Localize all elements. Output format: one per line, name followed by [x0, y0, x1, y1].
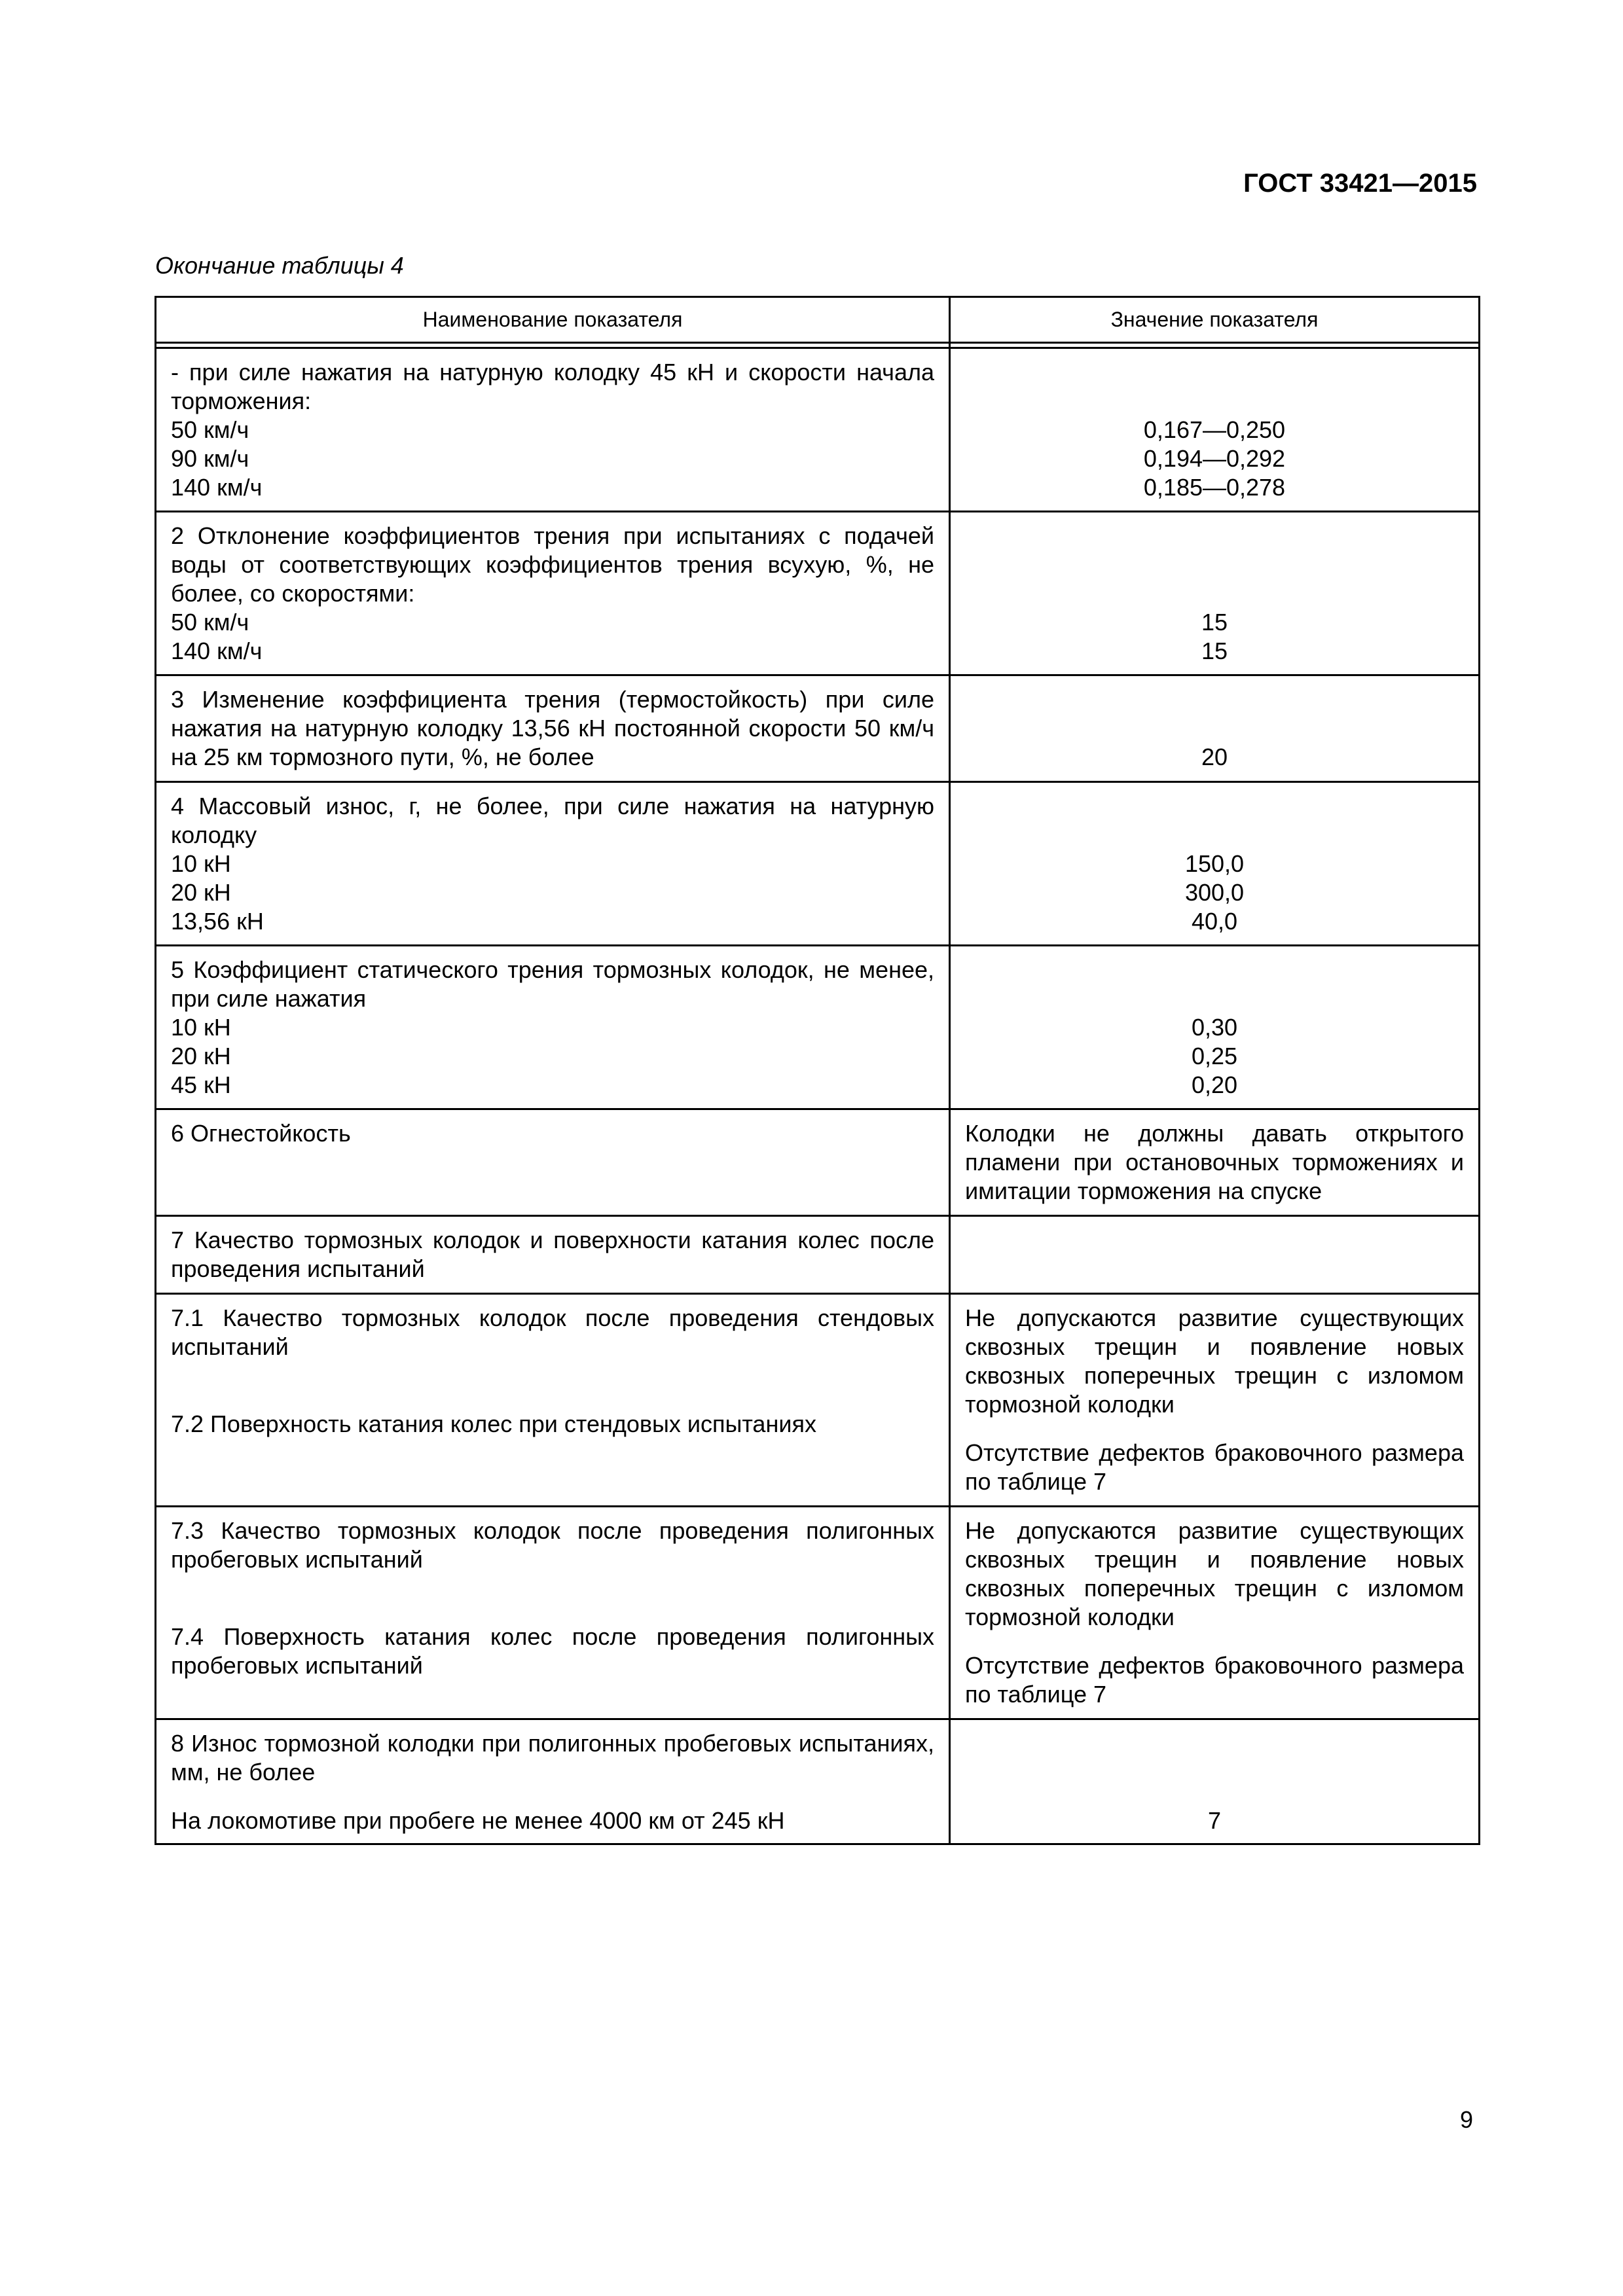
speed-label: 140 км/ч — [171, 637, 263, 664]
table-caption: Окончание таблицы 4 — [155, 252, 404, 279]
speed-label: 140 км/ч — [171, 474, 263, 501]
speed-label: 90 км/ч — [171, 445, 249, 472]
row-text: 7.1 Качество тормозных колодок после проведения стендовых испытаний — [171, 1304, 934, 1360]
force-label: 10 кН — [171, 850, 231, 877]
page-number: 9 — [1459, 2106, 1473, 2133]
row-intro: 2 Отклонение коэффициентов трения при испытаниях с подачей воды от соответствующих коэффициентов трения всухую, %, не более, со скоростями: — [171, 522, 934, 607]
force-label: 13,56 кН — [171, 908, 264, 935]
row-value-cell — [950, 782, 1480, 946]
value-text: Колодки не должны давать открытого пламени при остановочных торможениях и имитации торможения на спуске — [965, 1120, 1464, 1204]
value: 0,194—0,292 — [1143, 445, 1286, 472]
row-value-cell — [950, 1719, 1480, 1844]
row-value-cell — [950, 1216, 1480, 1294]
value: 300,0 — [1184, 879, 1245, 906]
row-indicator-cell — [156, 1719, 950, 1844]
row-indicator-cell — [156, 1216, 950, 1294]
row-indicator-cell — [156, 1109, 950, 1216]
table-row — [156, 512, 1480, 675]
speed-label: 50 км/ч — [171, 416, 249, 443]
table-row — [156, 782, 1480, 946]
row-indicator-cell — [156, 1294, 950, 1507]
row-intro: 5 Коэффициент статического трения тормозных колодок, не менее, при силе нажатия — [171, 956, 934, 1012]
row-intro: 8 Износ тормозной колодки при полигонных пробеговых испытаниях, мм, не более — [171, 1730, 934, 1785]
value-subtext: Отсутствие дефектов браковочного размера по таблице 7 — [965, 1652, 1464, 1708]
value: 7 — [1207, 1807, 1222, 1834]
row-intro: - при силе нажатия на натурную колодку 45 кН и скорости начала торможения: — [171, 359, 934, 414]
row-text: 7 Качество тормозных колодок и поверхности катания колес после проведения испытаний — [171, 1227, 934, 1282]
table-row — [156, 675, 1480, 782]
table-row — [156, 1507, 1480, 1719]
row-value-cell — [950, 946, 1480, 1109]
row-text: 7.3 Качество тормозных колодок после проведения полигонных пробеговых испытаний — [171, 1517, 934, 1573]
table-row — [156, 348, 1480, 512]
row-intro: 4 Массовый износ, г, не более, при силе нажатия на натурную колодку — [171, 793, 934, 848]
row-subtext: 7.2 Поверхность катания колес при стендовых испытаниях — [171, 1410, 816, 1437]
header-separator — [156, 343, 1480, 348]
row-indicator-cell — [156, 782, 950, 946]
value: 0,20 — [1191, 1071, 1238, 1098]
force-label: 20 кН — [171, 1043, 231, 1069]
speed-label: 50 км/ч — [171, 609, 249, 636]
row-indicator-cell — [156, 348, 950, 512]
table-row — [156, 1109, 1480, 1216]
row-indicator-cell — [156, 1507, 950, 1719]
value: 20 — [1201, 744, 1228, 770]
table-row — [156, 1216, 1480, 1294]
value-text: Не допускаются развитие существующих сквозных трещин и появление новых сквозных поперечных трещин с изломом тормозной колодки — [965, 1517, 1464, 1630]
value: 40,0 — [1191, 908, 1238, 935]
header-indicator-name: Наименование показателя — [156, 297, 950, 343]
row-value-cell — [950, 1294, 1480, 1507]
row-value-cell — [950, 1507, 1480, 1719]
row-indicator-cell — [156, 512, 950, 675]
force-label: 45 кН — [171, 1071, 231, 1098]
row-indicator-cell — [156, 675, 950, 782]
indicators-table — [155, 296, 1480, 1845]
value: 15 — [1201, 637, 1228, 664]
row-subtext: 7.4 Поверхность катания колес после проведения полигонных пробеговых испытаний — [171, 1623, 934, 1679]
row-value-cell — [950, 348, 1480, 512]
value: 0,167—0,250 — [1143, 416, 1286, 443]
row-text: 3 Изменение коэффициента трения (термостойкость) при силе нажатия на натурную колодку 13,56 кН постоянной скорости 50 км/ч на 25 км тормозного пути, %, не более — [171, 686, 934, 770]
value: 15 — [1201, 609, 1228, 636]
row-value-cell — [950, 512, 1480, 675]
row-value-cell — [950, 1109, 1480, 1216]
row-value-cell — [950, 675, 1480, 782]
force-label: 20 кН — [171, 879, 231, 906]
table-header-row — [156, 297, 1480, 343]
row-indicator-cell — [156, 946, 950, 1109]
standard-number: ГОСТ 33421—2015 — [1243, 169, 1477, 198]
table-row — [156, 1294, 1480, 1507]
value: 150,0 — [1184, 850, 1245, 877]
value: 0,25 — [1191, 1043, 1238, 1069]
row-text: 6 Огнестойкость — [171, 1120, 351, 1147]
row-subtext: На локомотиве при пробеге не менее 4000 км от 245 кН — [171, 1807, 785, 1834]
value-text: Не допускаются развитие существующих сквозных трещин и появление новых сквозных поперечных трещин с изломом тормозной колодки — [965, 1304, 1464, 1418]
value-subtext: Отсутствие дефектов браковочного размера по таблице 7 — [965, 1439, 1464, 1495]
table-row — [156, 946, 1480, 1109]
table-row — [156, 1719, 1480, 1844]
value: 0,30 — [1191, 1014, 1238, 1041]
value: 0,185—0,278 — [1143, 474, 1286, 501]
header-indicator-value: Значение показателя — [950, 297, 1480, 343]
force-label: 10 кН — [171, 1014, 231, 1041]
